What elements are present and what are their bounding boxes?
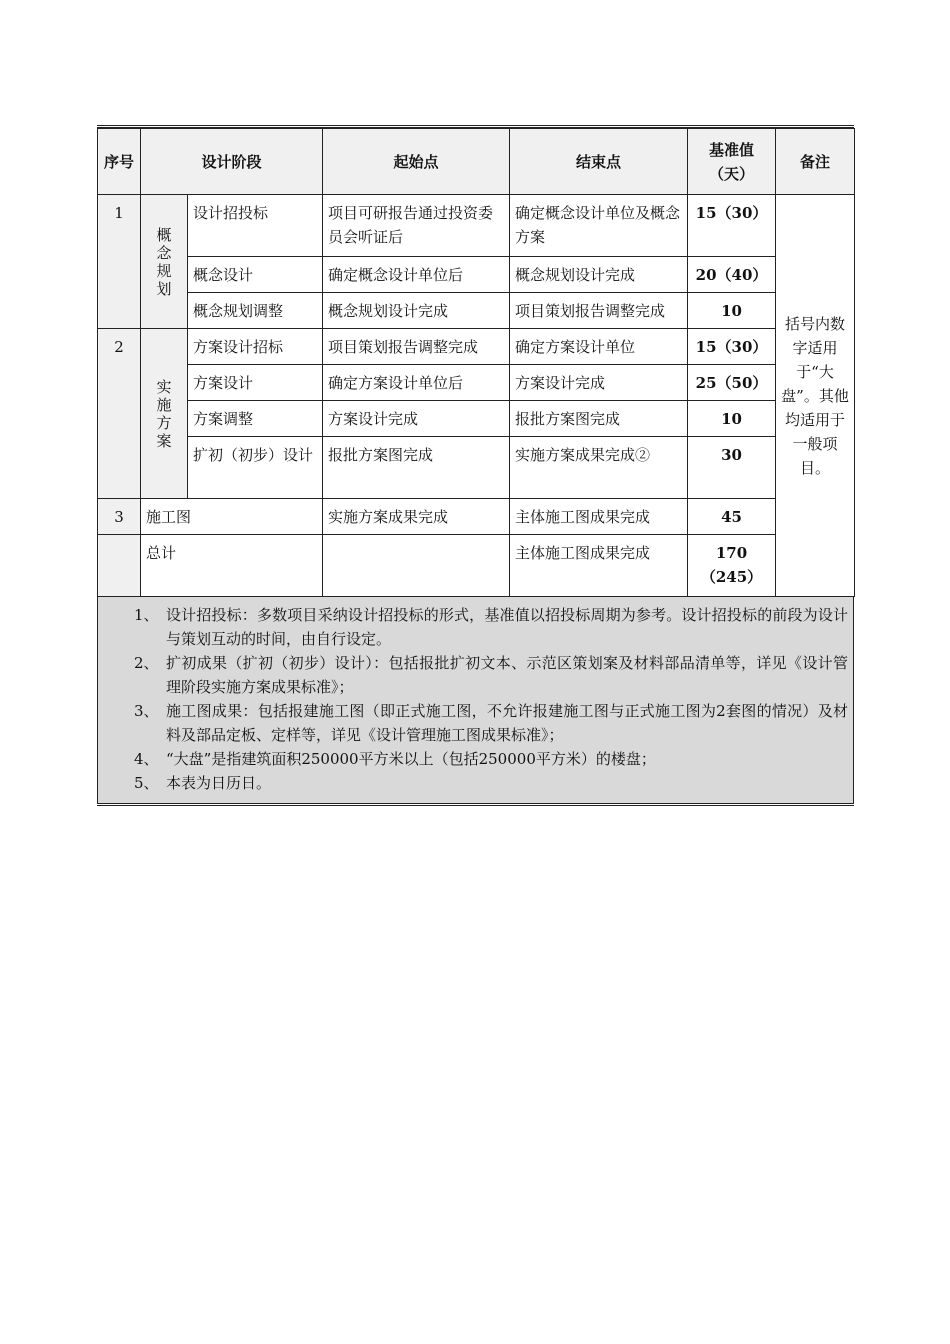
design-schedule-table xyxy=(97,128,855,597)
group-name-implementation: 实 施 方 案 xyxy=(141,329,188,499)
footnote: 2、 扩初成果（扩初（初步）设计）：包括报批扩初文本、示范区策划案及材料部品清单等，详见《设计管理阶段实施方案成果标准》； xyxy=(134,654,848,696)
end-cell: 方案设计完成 xyxy=(510,365,688,401)
start-cell: 报批方案图完成 xyxy=(323,437,510,499)
table-row xyxy=(98,499,855,535)
group-seq: 1 xyxy=(98,195,141,329)
value-cell: 30 xyxy=(688,437,776,499)
table-row xyxy=(98,401,855,437)
start-cell: 项目可研报告通过投资委员会听证后 xyxy=(323,195,510,257)
table-row xyxy=(98,293,855,329)
design-schedule-document xyxy=(97,125,854,806)
footnote: 3、 施工图成果：包括报建施工图（即正式施工图，不允许报建施工图与正式施工图为2套图的情况）及材料及部品定板、定样等，详见《设计管理施工图成果标准》； xyxy=(134,702,848,744)
end-cell: 主体施工图成果完成 xyxy=(510,535,688,597)
value-cell: 45 xyxy=(688,499,776,535)
construction-seq: 3 xyxy=(98,499,141,535)
start-cell: 项目策划报告调整完成 xyxy=(323,329,510,365)
value-cell: 170（245） xyxy=(688,535,776,597)
end-cell: 概念规划设计完成 xyxy=(510,257,688,293)
stage-cell: 施工图 xyxy=(141,499,323,535)
end-cell: 确定方案设计单位 xyxy=(510,329,688,365)
value-cell: 20（40） xyxy=(688,257,776,293)
table-row xyxy=(98,195,855,257)
stage-cell: 设计招投标 xyxy=(188,195,323,257)
start-cell: 概念规划设计完成 xyxy=(323,293,510,329)
footnote: 5、 本表为日历日。 xyxy=(134,774,272,792)
header-seq: 序号 xyxy=(98,129,141,195)
value-cell: 15（30） xyxy=(688,329,776,365)
value-cell: 10 xyxy=(688,293,776,329)
remark-cell: 括号内数字适用于“大盘”。其他均适用于一般项目。 xyxy=(776,195,855,597)
table-header-row xyxy=(98,129,855,195)
start-cell xyxy=(323,535,510,597)
footnote: 4、 “大盘”是指建筑面积250000平方米以上（包括250000平方米）的楼盘； xyxy=(134,750,656,768)
end-cell: 实施方案成果完成② xyxy=(510,437,688,499)
value-cell: 10 xyxy=(688,401,776,437)
header-start: 起始点 xyxy=(323,129,510,195)
stage-cell: 扩初（初步）设计 xyxy=(188,437,323,499)
start-cell: 实施方案成果完成 xyxy=(323,499,510,535)
total-row xyxy=(98,535,855,597)
table-row xyxy=(98,437,855,499)
header-end: 结束点 xyxy=(510,129,688,195)
footnotes xyxy=(97,597,854,803)
group-seq: 2 xyxy=(98,329,141,499)
group-name-concept: 概 念 规 划 xyxy=(141,195,188,329)
stage-cell: 方案调整 xyxy=(188,401,323,437)
table-row xyxy=(98,365,855,401)
header-remark: 备注 xyxy=(776,129,855,195)
start-cell: 方案设计完成 xyxy=(323,401,510,437)
header-value: 基准值（天） xyxy=(688,129,776,195)
stage-cell: 方案设计招标 xyxy=(188,329,323,365)
value-cell: 15（30） xyxy=(688,195,776,257)
value-cell: 25（50） xyxy=(688,365,776,401)
end-cell: 主体施工图成果完成 xyxy=(510,499,688,535)
stage-cell: 方案设计 xyxy=(188,365,323,401)
header-stage: 设计阶段 xyxy=(141,129,323,195)
footnote: 1、 设计招投标：多数项目采纳设计招投标的形式，基准值以招投标周期为参考。设计招投标的前段为设计与策划互动的时间，由自行设定。 xyxy=(134,606,848,648)
start-cell: 确定方案设计单位后 xyxy=(323,365,510,401)
total-label: 总计 xyxy=(141,535,323,597)
stage-cell: 概念设计 xyxy=(188,257,323,293)
table-row xyxy=(98,329,855,365)
start-cell: 确定概念设计单位后 xyxy=(323,257,510,293)
bottom-double-rule xyxy=(97,803,854,806)
table-row xyxy=(98,257,855,293)
end-cell: 确定概念设计单位及概念方案 xyxy=(510,195,688,257)
end-cell: 项目策划报告调整完成 xyxy=(510,293,688,329)
total-seq-cell xyxy=(98,535,141,597)
stage-cell: 概念规划调整 xyxy=(188,293,323,329)
end-cell: 报批方案图完成 xyxy=(510,401,688,437)
